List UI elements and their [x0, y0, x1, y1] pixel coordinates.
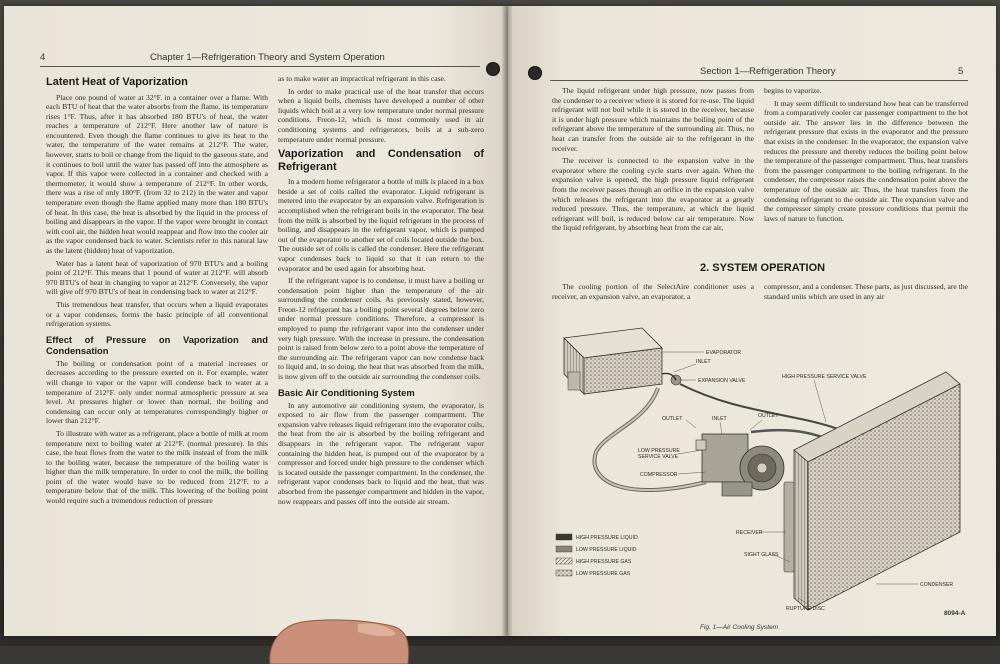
heading-basic-air-conditioning: Basic Air Conditioning System — [278, 386, 415, 398]
right-page-number: 5 — [958, 66, 964, 77]
legend-low-pressure-liquid: LOW PRESSURE LIQUID — [576, 547, 637, 553]
right-header-rule — [550, 80, 968, 81]
label-condenser: CONDENSER — [920, 582, 954, 588]
paragraph: The cooling portion of the SelectAire conditioner uses a receiver, an expansion valve, an evaporator, a — [552, 282, 754, 301]
figure-number: 8094-A — [944, 610, 966, 617]
paragraph: If the refrigerant vapor is to condense, it must have a boiling or condensation point higher than the temperature of the air surrounding the condenser coils. As previously stated, however, Freon-12 refrigerant has a boiling point several degrees below zero under normal pressure conditions. Therefore, a compressor is employed to pump the refrigerant vapor into the condenser under very high pressure. With the increase in pressure, the condensation point is raised from below zero to a point above the temperature of the surrounding air. The refrigerant vapor can now condense back to liquid and, in so doing, the heat that was absorbed from the milk, is now given off to the outside air surrounding the condenser coils. — [278, 276, 484, 382]
paragraph: The receiver is connected to the expansion valve in the evaporator where the cooling cycle starts over again. When the expansion valve is opened, the high pressure liquid refrigerant from the receiver passes through an orifice in the expansion valve which releases the refrigerant into the evaporator at a greatly reduced pressure. Thus, the temperature, at which the liquid refrigerant will boil, is reduced below car air temperature. Now the liquid refrigerant, by absorbing heat from the car air, — [552, 156, 754, 233]
heading-effect-of-pressure: Effect of Pressure on Vaporization and Condensation — [46, 333, 268, 356]
label-low-pressure-service-valve-1: LOW PRESSURE — [638, 448, 680, 454]
paragraph: Place one pound of water at 32°F. in a container over a flame. With each BTU of heat that the water absorbs from the flame, its temperature rises 1°F. Thus, after it has absorbed 180 BTU's of heat, the water reaches a temperature of 212°F. Here another law of nature is encountered. Even though the flame continues to give its heat to the water, the temperature of the water remains at 212°F. The water, however, starts to boil or change from the liquid to the gaseous state, and it continues to boil until the water has passed off into the atmosphere as vapor. If this vapor were collected in a container and checked with a thermometer, it would show a temperature of 212°F. In other words, there was a rise of only 180°F. (from 32 to 212) in the water and vapor temperature even though the flame applied many more than 180 BTU's of heat. In this case, the heat is absorbed by the liquid in the process of boiling and disappears in the vapor. If the vapor were brought in contact with cool air, the hidden heat would reappear and flow into the cooler air as the vapor condensed back to water. Scientists refer to this natural law as the latent (hidden) heat of vaporization. — [46, 92, 268, 255]
left-column-2 — [278, 74, 484, 604]
binder-hole-left — [486, 62, 500, 76]
paragraph: The liquid refrigerant under high pressure, now passes from the condenser to a receiver where it is stored for re-use. The liquid refrigerant will not boil while it is stored in the receiver, because it is under high pressure which maintains the boiling point of the refrigerant above the temperature of the surrounding air. Thus, no heat can transfer from the outside air to the refrigerant in the receiver. — [552, 86, 754, 153]
receiver-tank — [784, 482, 794, 572]
left-running-head: Chapter 1—Refrigeration Theory and System Operation — [150, 52, 385, 63]
section-column-1 — [552, 282, 754, 304]
section-column-2 — [764, 282, 968, 304]
diagram-legend — [556, 534, 638, 577]
paragraph: compressor, and a condenser. These parts, as just discussed, are the standard units which are used in any air — [764, 282, 968, 301]
paragraph: To illustrate with water as a refrigerant, place a bottle of milk at room temperature next to boiling water at 212°F. (normal pressure). In this case, the heat flows from the water to the milk instead of from the milk to the boiling water, because the temperature of the boiling water is higher than the milk temperature. In order to cool the milk, the boiling point of the water would have to be reduced from 212°F. to a temperature below that of the milk. This lowering of the boiling point would require such a tremendous reduction of pressure — [46, 428, 268, 506]
paragraph: The boiling or condensation point of a material increases or decreases according to the pressure exerted on it. For example, water will change to vapor or the vapor will condense back to water at a temperature of 212°F. only under normal atmospheric pressure at sea level. At pressures higher or lower than normal, the boiling and condensing can occur only at temperatures correspondingly higher or lower than 212°F. — [46, 358, 268, 426]
paragraph: This tremendous heat transfer, that occurs when a liquid evaporates or a vapor condenses, forms the basic principle of all conventional refrigeration systems. — [46, 299, 268, 329]
left-header-rule — [40, 66, 480, 67]
legend-swatch-high-liquid — [556, 534, 572, 540]
paragraph: It may seem difficult to understand how heat can be transferred from a comparatively cooler car passenger compartment to the hot outside air. The answer lies in the difference between the refrigerant pressure that exists in the evaporator and the pressure that exists in the condenser. In the evaporator, the expansion valve reduces the pressure and thereby reduces the boiling point below the temperature of the passenger compartment. Thus, heat transfers from the passenger compartment to the boiling refrigerant. In the condenser, the compressor raises the condensation point above the temperature of the outside air. Thus, the heat transfers from the condensing refrigerant to the outside air. The expansion valve and the compressor simply create pressure conditions that permit the laws of nature to function. — [764, 98, 968, 223]
label-inlet-mid: INLET — [712, 416, 727, 422]
binder-hole-right — [528, 66, 542, 80]
label-high-pressure-service-valve: HIGH PRESSURE SERVICE VALVE — [782, 374, 867, 380]
label-low-pressure-service-valve-2: SERVICE VALVE — [638, 454, 679, 460]
label-rupture-disc: RUPTURE DISC — [786, 606, 825, 612]
paragraph: In any automotive air conditioning system, the evaporator, is exposed to air flow from the passenger compartment. The expansion valve releases liquid refrigerant into the evaporator coils, the heat from the air is absorbed by the boiling refrigerant and disappears in the refrigerant vapor. The refrigerant vapor containing the hidden heat, is pumped out of the evaporator by a compressor and forced under high pressure to the condenser which is located outside the passenger compartment. In the condenser, the refrigerant vapor condenses back to liquid and the heat, that was absorbed from the passenger compartment and hidden in the vapor, now reappears and passes off into the outside air stream. — [278, 400, 485, 506]
thumb-holding-book — [262, 604, 412, 664]
label-sight-glass: SIGHT GLASS — [744, 552, 779, 558]
label-outlet-right: OUTLET — [758, 413, 779, 419]
section-heading-system-operation: 2. SYSTEM OPERATION — [700, 262, 826, 274]
legend-high-pressure-liquid: HIGH PRESSURE LIQUID — [576, 535, 638, 541]
left-column-1 — [46, 72, 268, 602]
right-running-head: Section 1—Refrigeration Theory — [700, 66, 836, 77]
left-page-number: 4 — [40, 52, 46, 63]
right-column-2 — [764, 86, 968, 260]
paragraph: as to make water an impractical refrigerant in this case. — [278, 74, 446, 83]
label-expansion-valve: EXPANSION VALVE — [698, 378, 746, 384]
compressor-unit — [696, 434, 784, 496]
legend-swatch-high-gas — [556, 558, 572, 564]
condenser-unit — [784, 372, 960, 610]
air-cooling-system-diagram — [546, 322, 984, 620]
figure-caption: Fig. 1—Air Cooling System — [700, 624, 779, 631]
heading-latent-heat: Latent Heat of Vaporization — [46, 76, 188, 88]
legend-swatch-low-gas — [556, 570, 572, 576]
paragraph: In a modern home refrigerator a bottle of milk is placed in a box beside a set of coils called the evaporator. Liquid refrigerant is metered into the evaporator by an expansion valve. Refrigeration is accomplished when the refrigerant boils in the evaporator. The heat from the milk is absorbed by the liquid refrigerant in the process of boiling, and disappears in the refrigerant vapor, which is pumped out of the evaporator to another set of coils located outside the box. The outside set of coils is called the condenser. Here the refrigerant vapor condenses back to liquid so that it can return to the evaporator and be used again for absorbing heat. — [278, 177, 484, 273]
label-outlet-left: OUTLET — [662, 416, 683, 422]
heading-vaporization-condensation: Vaporization and Condensation of Refrigerant — [278, 148, 484, 173]
paragraph: Water has a latent heat of vaporization of 970 BTU's and a boiling point of 212°F. This means that 1 pound of water at 212°F. will absorb 970 BTU's of heat in changing to vapor at 212°F. Conversely, the vapor will give off 970 BTU's of heat in condensing back to water at 212°F. — [46, 258, 268, 297]
paragraph: begins to vaporize. — [764, 86, 822, 95]
legend-high-pressure-gas: HIGH PRESSURE GAS — [576, 559, 632, 565]
label-receiver: RECEIVER — [736, 530, 763, 536]
label-evaporator: EVAPORATOR — [706, 350, 742, 356]
book-gutter — [502, 6, 512, 636]
legend-swatch-low-liquid — [556, 546, 572, 552]
right-column-1 — [552, 86, 754, 260]
label-compressor: COMPRESSOR — [640, 472, 678, 478]
legend-low-pressure-gas: LOW PRESSURE GAS — [576, 571, 631, 577]
paragraph: In order to make practical use of the heat transfer that occurs when a liquid boils, chemists have developed a number of other liquids which boil at a very low temperature under normal pressure conditions. Freon-12, which is most commonly used in air conditioning systems and refrigerators, boils at a sub-zero temperature under normal pressure. — [278, 86, 484, 144]
evaporator-unit — [564, 328, 662, 394]
label-inlet-top: INLET — [696, 359, 711, 365]
